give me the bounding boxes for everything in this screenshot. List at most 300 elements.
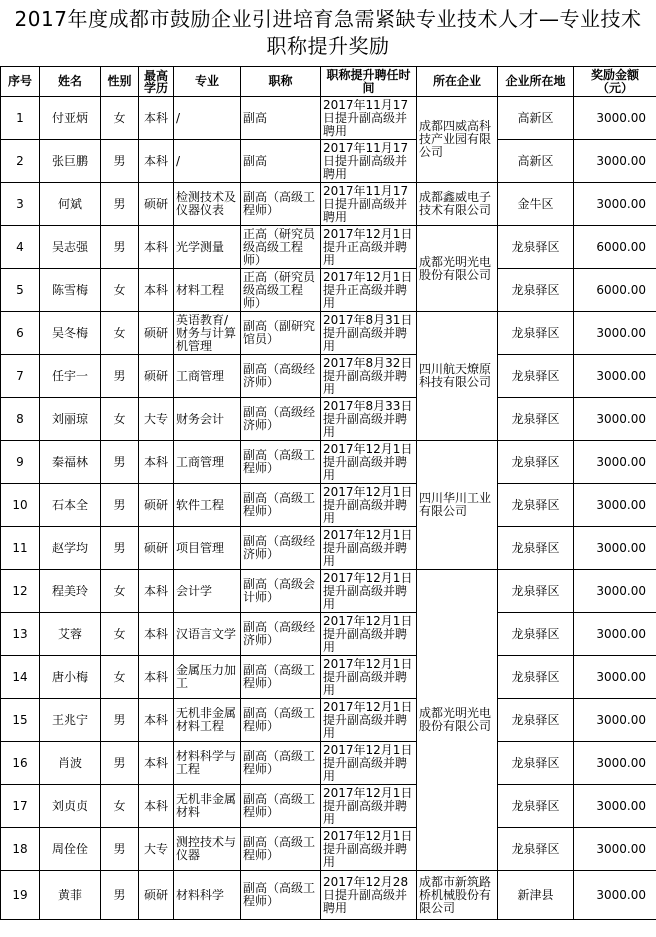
cell-location: 新津县 <box>498 871 574 920</box>
cell-name <box>40 97 101 140</box>
cell-education <box>139 828 174 871</box>
cell-company-text: 成都鑫威电子技术有限公司 <box>419 190 492 217</box>
cell-education <box>139 785 174 828</box>
cell-title <box>241 97 321 140</box>
cell-time <box>321 785 417 828</box>
cell-gender-text: 女 <box>113 283 126 297</box>
cell-major <box>174 527 241 570</box>
cell-name <box>40 226 101 269</box>
cell-education <box>139 183 174 226</box>
cell-seq <box>1 527 40 570</box>
cell-name <box>40 699 101 742</box>
cell-gender-text: 男 <box>113 369 126 383</box>
cell-education <box>139 871 174 920</box>
cell-title-text: 副高（高级工程师） <box>243 449 316 475</box>
cell-education-text: 硕研 <box>143 498 168 512</box>
header-major: 专业 <box>174 67 241 97</box>
cell-gender-text: 男 <box>113 498 126 512</box>
cell-name-text: 肖波 <box>57 756 82 770</box>
cell-title-text: 副高（高级会计师） <box>243 578 316 604</box>
cell-name <box>40 785 101 828</box>
table-row <box>1 699 656 742</box>
cell-major <box>174 355 241 398</box>
cell-major <box>174 656 241 699</box>
cell-education <box>139 269 174 312</box>
cell-seq <box>1 484 40 527</box>
cell-gender <box>101 140 139 183</box>
header-amount: 奖励金额（元） <box>574 67 656 97</box>
cell-major-text: / <box>176 111 181 125</box>
cell-company <box>417 97 498 183</box>
cell-major-text: 测控技术与仪器 <box>176 836 237 862</box>
cell-title <box>241 656 321 699</box>
cell-gender-text: 男 <box>113 455 126 469</box>
cell-seq-text: 16 <box>12 756 28 770</box>
cell-seq <box>1 785 40 828</box>
cell-gender <box>101 269 139 312</box>
cell-time <box>321 828 417 871</box>
table-row <box>1 140 656 183</box>
cell-education-text: 硕研 <box>143 326 168 340</box>
cell-gender <box>101 398 139 441</box>
cell-major <box>174 699 241 742</box>
cell-company <box>417 312 498 441</box>
cell-amount: 3000.00 <box>574 871 656 920</box>
cell-name <box>40 484 101 527</box>
cell-title <box>241 871 321 920</box>
cell-education <box>139 527 174 570</box>
cell-amount: 3000.00 <box>574 656 656 699</box>
cell-seq-text: 17 <box>12 799 28 813</box>
cell-gender <box>101 312 139 355</box>
cell-education <box>139 570 174 613</box>
cell-major-text: 材料工程 <box>176 283 225 297</box>
table-row <box>1 97 656 140</box>
cell-amount: 3000.00 <box>574 527 656 570</box>
award-table <box>0 66 656 920</box>
cell-company-text: 四川航天燎原科技有限公司 <box>419 362 492 389</box>
cell-time-text: 2017年12月1日提升副高级并聘用 <box>323 528 413 568</box>
cell-name-text: 石本全 <box>51 498 88 512</box>
cell-company-text: 成都光明光电股份有限公司 <box>419 254 492 282</box>
cell-gender-text: 女 <box>113 627 126 641</box>
cell-major-text: 材料科学与工程 <box>176 750 237 776</box>
cell-amount: 3000.00 <box>574 828 656 871</box>
cell-time-text: 2017年12月1日提升副高级并聘用 <box>323 442 413 482</box>
cell-seq <box>1 355 40 398</box>
cell-gender <box>101 785 139 828</box>
cell-education-text: 本科 <box>143 455 168 469</box>
cell-gender-text: 男 <box>113 756 126 770</box>
cell-gender-text: 男 <box>113 842 126 856</box>
cell-title-text: 副高（高级经济师） <box>243 406 316 432</box>
cell-seq-text: 3 <box>16 197 24 211</box>
cell-location: 金牛区 <box>498 183 574 226</box>
cell-major-text: 汉语言文学 <box>176 627 237 641</box>
cell-time-text: 2017年12月1日提升副高级并聘用 <box>323 700 413 740</box>
cell-seq <box>1 742 40 785</box>
cell-education <box>139 226 174 269</box>
cell-seq <box>1 871 40 920</box>
cell-amount: 3000.00 <box>574 97 656 140</box>
header-education: 最高学历 <box>139 67 174 97</box>
table-row <box>1 656 656 699</box>
table-row <box>1 183 656 226</box>
cell-title <box>241 312 321 355</box>
cell-major-text: 工商管理 <box>176 369 225 383</box>
cell-company <box>417 226 498 312</box>
cell-time-text: 2017年12月1日提升副高级并聘用 <box>323 485 413 525</box>
cell-company <box>417 871 498 920</box>
cell-name-text: 付亚炳 <box>51 111 88 125</box>
cell-education <box>139 742 174 785</box>
cell-gender-text: 女 <box>113 326 126 340</box>
cell-education-text: 大专 <box>143 842 168 856</box>
cell-major-text: 软件工程 <box>176 498 225 512</box>
cell-seq-text: 4 <box>16 240 24 254</box>
cell-time <box>321 226 417 269</box>
cell-seq-text: 11 <box>12 541 28 555</box>
cell-seq-text: 19 <box>12 888 28 902</box>
cell-name <box>40 613 101 656</box>
cell-major <box>174 441 241 484</box>
cell-seq-text: 9 <box>16 455 24 469</box>
cell-name <box>40 742 101 785</box>
cell-name <box>40 871 101 920</box>
cell-gender <box>101 871 139 920</box>
title-line-1: 2017年度成都市鼓励企业引进培育急需紧缺专业技术人才—专业技术 <box>14 7 642 31</box>
cell-gender <box>101 656 139 699</box>
cell-location: 龙泉驿区 <box>498 742 574 785</box>
cell-time <box>321 484 417 527</box>
cell-name-text: 唐小梅 <box>51 670 88 684</box>
cell-location: 龙泉驿区 <box>498 699 574 742</box>
cell-gender <box>101 527 139 570</box>
table-row <box>1 828 656 871</box>
cell-major <box>174 226 241 269</box>
cell-time-text: 2017年12月1日提升正高级并聘用 <box>323 227 413 267</box>
table-body <box>1 97 656 920</box>
cell-time-text: 2017年12月28日提升副高级并聘用 <box>323 875 409 915</box>
cell-title-text: 副高（高级工程师） <box>243 882 316 908</box>
cell-time-text: 2017年12月1日提升副高级并聘用 <box>323 786 413 826</box>
cell-name <box>40 570 101 613</box>
cell-amount: 3000.00 <box>574 312 656 355</box>
header-time: 职称提升聘任时间 <box>321 67 417 97</box>
cell-seq <box>1 398 40 441</box>
cell-title-text: 副高（高级工程师） <box>243 492 316 518</box>
cell-title-text: 副高（高级经济师） <box>243 535 316 561</box>
cell-time-text: 2017年12月1日提升副高级并聘用 <box>323 571 413 611</box>
cell-time <box>321 269 417 312</box>
cell-major-text: 项目管理 <box>176 541 225 555</box>
cell-time <box>321 140 417 183</box>
cell-gender <box>101 183 139 226</box>
cell-time <box>321 183 417 226</box>
cell-title <box>241 828 321 871</box>
cell-gender-text: 女 <box>113 412 126 426</box>
cell-major <box>174 312 241 355</box>
cell-name <box>40 269 101 312</box>
cell-major-text: 无机非金属材料工程 <box>176 707 237 733</box>
cell-major-text: 工商管理 <box>176 455 225 469</box>
cell-education <box>139 699 174 742</box>
cell-gender <box>101 613 139 656</box>
table-row <box>1 527 656 570</box>
table-row <box>1 226 656 269</box>
title-line-2: 职称提升奖励 <box>266 34 390 58</box>
header-company: 所在企业 <box>417 67 498 97</box>
cell-seq-text: 13 <box>12 627 28 641</box>
cell-time-text: 2017年12月1日提升副高级并聘用 <box>323 829 413 869</box>
cell-time-text: 2017年8月32日提升副高级并聘用 <box>323 356 413 396</box>
cell-amount: 3000.00 <box>574 613 656 656</box>
table-row <box>1 871 656 920</box>
cell-title-text: 副高 <box>243 111 268 125</box>
cell-title <box>241 570 321 613</box>
cell-company-text: 成都市新筑路桥机械股份有限公司 <box>419 874 492 915</box>
cell-location: 龙泉驿区 <box>498 656 574 699</box>
cell-time <box>321 97 417 140</box>
cell-location: 龙泉驿区 <box>498 269 574 312</box>
table-row <box>1 742 656 785</box>
table-row <box>1 785 656 828</box>
cell-gender <box>101 742 139 785</box>
cell-location: 龙泉驿区 <box>498 441 574 484</box>
cell-gender <box>101 484 139 527</box>
cell-major-text: 金属压力加工 <box>176 664 237 690</box>
cell-education <box>139 312 174 355</box>
cell-title <box>241 355 321 398</box>
cell-education <box>139 140 174 183</box>
cell-major <box>174 785 241 828</box>
cell-amount: 3000.00 <box>574 484 656 527</box>
cell-title-text: 副高（高级工程师） <box>243 664 316 690</box>
table-row <box>1 269 656 312</box>
cell-time-text: 2017年8月33日提升副高级并聘用 <box>323 399 413 439</box>
cell-amount: 3000.00 <box>574 742 656 785</box>
cell-major <box>174 828 241 871</box>
cell-name-text: 赵学均 <box>51 541 88 555</box>
cell-education <box>139 484 174 527</box>
table-row <box>1 355 656 398</box>
table-row <box>1 398 656 441</box>
cell-company-text: 成都光明光电股份有限公司 <box>419 706 492 733</box>
cell-major-text: 光学测量 <box>176 240 225 254</box>
header-row <box>1 67 656 97</box>
cell-education-text: 本科 <box>143 670 168 684</box>
cell-location: 高新区 <box>498 140 574 183</box>
cell-gender-text: 男 <box>113 541 126 555</box>
header-name: 姓名 <box>40 67 101 97</box>
cell-education-text: 硕研 <box>143 197 168 211</box>
cell-location: 龙泉驿区 <box>498 828 574 871</box>
cell-seq <box>1 828 40 871</box>
cell-time <box>321 871 417 920</box>
cell-major <box>174 484 241 527</box>
cell-title <box>241 785 321 828</box>
cell-title <box>241 226 321 269</box>
cell-seq-text: 8 <box>16 412 24 426</box>
cell-name-text: 任宇一 <box>51 369 88 383</box>
table-row <box>1 484 656 527</box>
cell-education-text: 本科 <box>143 584 168 598</box>
cell-gender-text: 女 <box>113 584 126 598</box>
cell-name <box>40 398 101 441</box>
cell-time-text: 2017年11月17日提升副高级并聘用 <box>323 184 409 224</box>
cell-time <box>321 613 417 656</box>
cell-major <box>174 613 241 656</box>
cell-time-text: 2017年12月1日提升副高级并聘用 <box>323 657 413 697</box>
cell-name-text: 陈雪梅 <box>51 283 88 297</box>
cell-time-text: 2017年12月1日提升副高级并聘用 <box>323 743 413 783</box>
cell-name <box>40 183 101 226</box>
cell-seq-text: 2 <box>16 154 24 168</box>
cell-gender-text: 男 <box>113 888 126 902</box>
cell-education-text: 硕研 <box>143 369 168 383</box>
cell-name <box>40 656 101 699</box>
cell-education <box>139 441 174 484</box>
cell-gender <box>101 226 139 269</box>
cell-time-text: 2017年12月1日提升副高级并聘用 <box>323 614 413 654</box>
cell-major-text: 会计学 <box>176 584 213 598</box>
cell-gender-text: 女 <box>113 670 126 684</box>
cell-gender <box>101 570 139 613</box>
cell-major-text: / <box>176 154 181 168</box>
cell-location: 龙泉驿区 <box>498 613 574 656</box>
table-row <box>1 570 656 613</box>
cell-time-text: 2017年12月1日提升正高级并聘用 <box>323 270 413 310</box>
cell-seq-text: 14 <box>12 670 28 684</box>
cell-title <box>241 613 321 656</box>
cell-name-text: 吴冬梅 <box>51 326 88 340</box>
cell-company <box>417 570 498 871</box>
table-row <box>1 613 656 656</box>
cell-title-text: 正高（研究员级高级工程师） <box>243 227 316 267</box>
cell-time <box>321 656 417 699</box>
cell-title-text: 副高（副研究馆员） <box>243 320 316 346</box>
cell-name-text: 吴志强 <box>51 240 88 254</box>
cell-amount: 3000.00 <box>574 441 656 484</box>
cell-name-text: 王兆宁 <box>51 713 88 727</box>
cell-seq-text: 6 <box>16 326 24 340</box>
cell-major <box>174 871 241 920</box>
cell-seq <box>1 699 40 742</box>
cell-gender-text: 男 <box>113 240 126 254</box>
cell-title <box>241 484 321 527</box>
cell-major-text: 英语教育/财务与计算机管理 <box>176 313 237 353</box>
cell-major <box>174 140 241 183</box>
cell-seq-text: 10 <box>12 498 28 512</box>
cell-time <box>321 355 417 398</box>
cell-title <box>241 527 321 570</box>
cell-location: 龙泉驿区 <box>498 527 574 570</box>
cell-education-text: 本科 <box>143 283 168 297</box>
cell-education-text: 本科 <box>143 756 168 770</box>
cell-location: 高新区 <box>498 97 574 140</box>
cell-company-text: 成都四威高科技产业园有限公司 <box>419 119 492 159</box>
cell-education <box>139 355 174 398</box>
cell-title-text: 副高（高级工程师） <box>243 836 316 862</box>
cell-title-text: 副高（高级经济师） <box>243 621 316 647</box>
cell-seq-text: 5 <box>16 283 24 297</box>
cell-major <box>174 183 241 226</box>
cell-education-text: 大专 <box>143 412 168 426</box>
cell-major <box>174 97 241 140</box>
cell-name-text: 张巨鹏 <box>51 154 88 168</box>
header-location: 企业所在地 <box>498 67 574 97</box>
cell-title-text: 副高（高级工程师） <box>243 750 316 776</box>
cell-education <box>139 613 174 656</box>
cell-seq-text: 12 <box>12 584 28 598</box>
cell-gender <box>101 699 139 742</box>
cell-amount: 3000.00 <box>574 140 656 183</box>
cell-seq <box>1 97 40 140</box>
cell-title-text: 正高（研究员级高级工程师） <box>243 270 316 310</box>
cell-time <box>321 527 417 570</box>
cell-education-text: 硕研 <box>143 888 168 902</box>
cell-seq-text: 18 <box>12 842 28 856</box>
cell-title-text: 副高（高级经济师） <box>243 363 316 389</box>
cell-name <box>40 527 101 570</box>
cell-title-text: 副高 <box>243 154 268 168</box>
cell-seq <box>1 226 40 269</box>
cell-name-text: 艾蓉 <box>57 627 82 641</box>
cell-title <box>241 183 321 226</box>
cell-name-text: 秦福林 <box>51 455 88 469</box>
cell-location: 龙泉驿区 <box>498 484 574 527</box>
cell-company <box>417 183 498 226</box>
cell-gender <box>101 355 139 398</box>
cell-amount: 3000.00 <box>574 570 656 613</box>
cell-title <box>241 699 321 742</box>
cell-company <box>417 441 498 570</box>
cell-seq-text: 7 <box>16 369 24 383</box>
cell-amount: 3000.00 <box>574 355 656 398</box>
cell-education-text: 本科 <box>143 627 168 641</box>
table-row <box>1 312 656 355</box>
cell-gender <box>101 97 139 140</box>
cell-seq <box>1 269 40 312</box>
cell-title <box>241 269 321 312</box>
table-row <box>1 441 656 484</box>
cell-gender <box>101 828 139 871</box>
cell-major <box>174 269 241 312</box>
cell-amount: 3000.00 <box>574 398 656 441</box>
cell-education-text: 硕研 <box>143 541 168 555</box>
cell-major-text: 材料科学 <box>176 888 225 902</box>
cell-time <box>321 699 417 742</box>
cell-name <box>40 312 101 355</box>
cell-education-text: 本科 <box>143 240 168 254</box>
cell-seq <box>1 441 40 484</box>
cell-major <box>174 398 241 441</box>
cell-major <box>174 742 241 785</box>
cell-name <box>40 828 101 871</box>
cell-title <box>241 398 321 441</box>
cell-time <box>321 312 417 355</box>
cell-seq-text: 15 <box>12 713 28 727</box>
cell-gender-text: 女 <box>113 799 126 813</box>
cell-amount: 3000.00 <box>574 699 656 742</box>
cell-major-text: 财务会计 <box>176 412 225 426</box>
cell-title <box>241 441 321 484</box>
cell-seq <box>1 183 40 226</box>
cell-gender <box>101 441 139 484</box>
cell-location: 龙泉驿区 <box>498 570 574 613</box>
cell-name-text: 刘贞贞 <box>51 799 88 813</box>
header-title: 职称 <box>241 67 321 97</box>
